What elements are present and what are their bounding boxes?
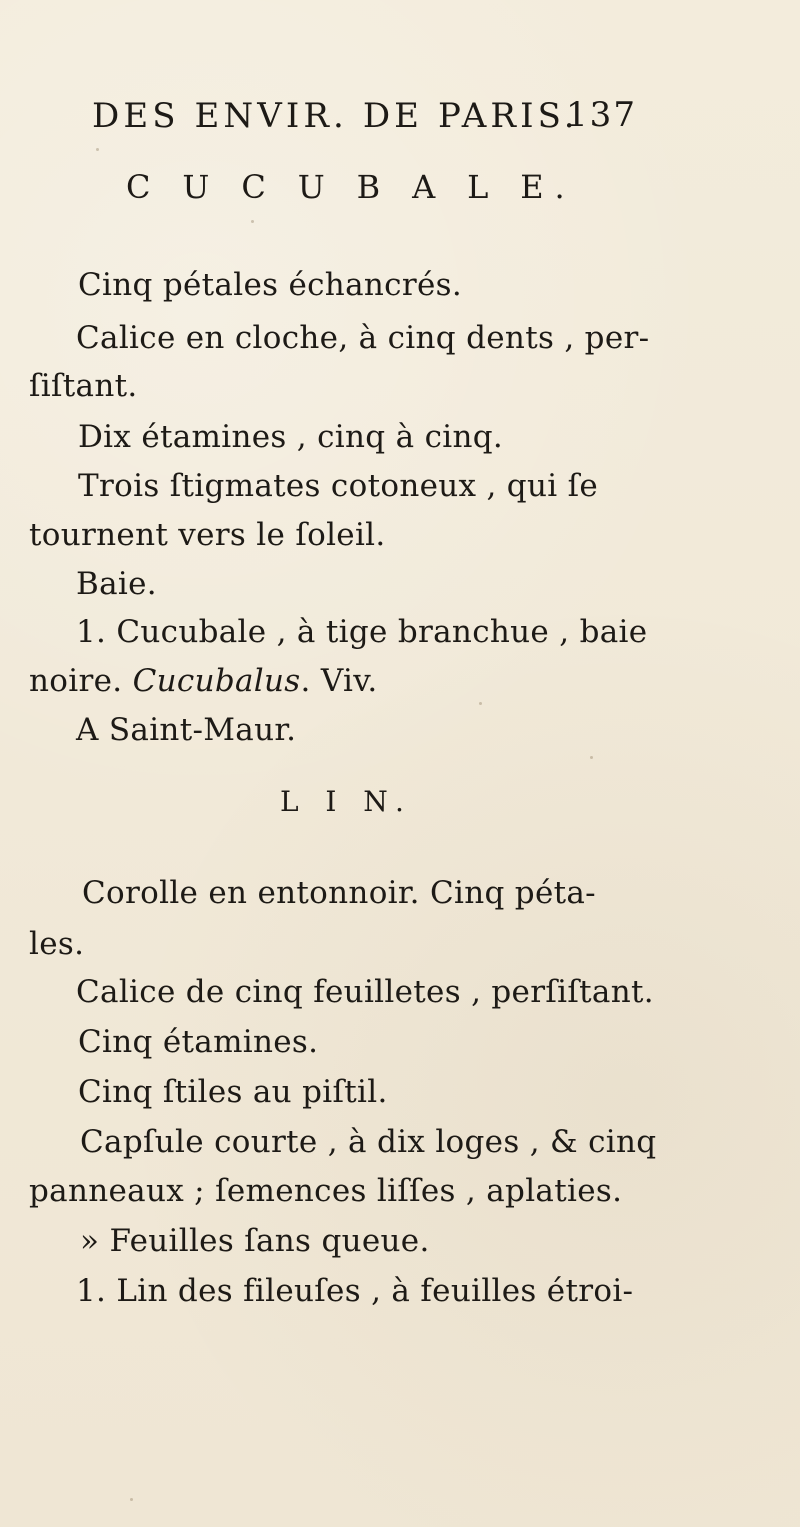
paper-speck: [130, 1498, 133, 1501]
text-line: panneaux ; ſemences liſſes , aplaties.: [29, 1173, 623, 1209]
text-line: Calice en cloche, à cinq dents , per-: [76, 320, 650, 356]
page-number: 137: [566, 95, 638, 135]
paper-speck: [590, 756, 593, 759]
paper-speck: [479, 702, 482, 705]
text-line: Trois ſtigmates cotoneux , qui ſe: [78, 468, 599, 504]
text-line: ſiſtant.: [29, 368, 138, 404]
text-line: Baie.: [76, 566, 157, 602]
text-line: tournent vers le ſoleil.: [29, 517, 386, 553]
text-line: Cinq pétales échancrés.: [78, 267, 462, 303]
text-line: Cinq ſtiles au piſtil.: [78, 1074, 388, 1110]
text-line: Calice de cinq feuilletes , perſiſtant.: [76, 974, 654, 1010]
text-line: 1. Cucubale , à tige branchue , baie: [76, 614, 648, 650]
text-line: noire. Cucubalus. Viv.: [29, 663, 378, 699]
text-line: Dix étamines , cinq à cinq.: [78, 419, 504, 455]
paper-speck: [96, 148, 99, 151]
text-line: Cinq étamines.: [78, 1024, 319, 1060]
section-title-cucubale: C U C U B A L E.: [126, 168, 576, 206]
text-line: 1. Lin des fileuſes , à feuilles étroi-: [76, 1273, 634, 1309]
latin-name: Cucubalus: [132, 663, 301, 699]
text-line: Capſule courte , à dix loges , & cinq: [80, 1124, 657, 1160]
text-line: Corolle en entonnoir. Cinq péta-: [82, 875, 596, 911]
text-line: » Feuilles ſans queue.: [80, 1223, 430, 1259]
section-title-lin: L I N.: [280, 785, 413, 818]
text-line: A Saint-Maur.: [76, 712, 297, 748]
running-header: DES ENVIR. DE PARIS.: [92, 96, 579, 136]
paper-speck: [251, 220, 254, 223]
text-line: les.: [29, 926, 85, 962]
